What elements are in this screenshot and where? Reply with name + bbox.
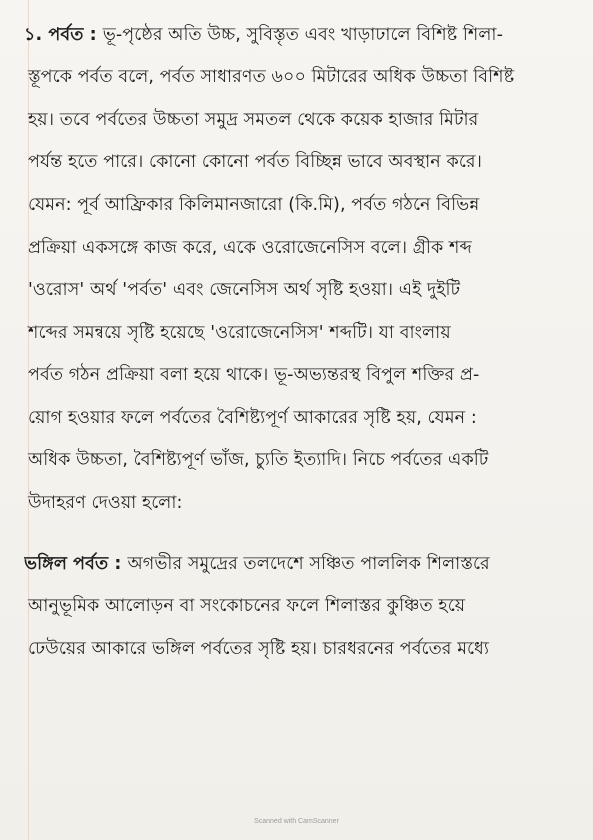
text-line-7: 'ওরোস' অর্থ 'পর্বত' এবং জেনেসিস অর্থ সৃষ্টি হওয়া। এই দুইটি xyxy=(28,280,461,301)
text-line-10: য়োগ হওয়ার ফলে পর্বতের বৈশিষ্ট্যপূর্ণ আকারের সৃষ্টি হয়, যেমন : xyxy=(28,407,477,428)
text-line-13 xyxy=(24,543,584,586)
text-line-4: পর্যন্ত হতে পারে। কোনো কোনো পর্বত বিচ্ছিন্ন ভাবে অবস্থান করে। xyxy=(28,152,482,173)
text-line-5: যেমন: পূর্ব আফ্রিকার কিলিমানজারো (কি.মি), পর্বত গঠনে বিভিন্ন xyxy=(28,194,480,215)
line-text: ভূ-পৃষ্ঠের অতি উচ্চ, সুবিস্তৃত এবং খাড়াঢালে বিশিষ্ট শিলা- xyxy=(102,24,503,45)
text-line-8: শব্দের সমন্বয়ে সৃষ্টি হয়েছে 'ওরোজেনেসিস' শব্দটি। যা বাংলায় xyxy=(28,322,451,343)
section-heading-fold-mountain: ভঙ্গিল পর্বত : xyxy=(24,553,122,574)
text-line-12: উদাহরণ দেওয়া হলো: xyxy=(28,493,183,514)
section-heading-mountain: ১. পর্বত : xyxy=(24,24,97,45)
scanner-watermark: Scanned with CamScanner xyxy=(254,818,339,825)
text-line-1 xyxy=(24,14,584,57)
text-line-2: স্তূপকে পর্বত বলে, পর্বত সাধারণত ৬০০ মিটারের অধিক উচ্চতা বিশিষ্ট xyxy=(28,67,515,88)
text-line-6: প্রক্রিয়া একসঙ্গে কাজ করে, একে ওরোজেনেসিস বলে। গ্রীক শব্দ xyxy=(28,237,472,258)
text-line-14: আনুভূমিক আলোড়ন বা সংকোচনের ফলে শিলাস্তর কুঞ্চিত হয়ে xyxy=(28,596,466,617)
text-line-9: পর্বত গঠন প্রক্রিয়া বলা হয়ে থাকে। ভূ-অভ্যন্তরস্থ বিপুল শক্তির প্র- xyxy=(28,365,480,386)
text-line-3: হয়। তবে পর্বতের উচ্চতা সমুদ্র সমতল থেকে কয়েক হাজার মিটার xyxy=(28,109,479,130)
text-line-15: ঢেউয়ের আকারে ভঙ্গিল পর্বতের সৃষ্টি হয়। চারধরনের পর্বতের মধ্যে xyxy=(28,638,490,659)
line-text: অগভীর সমুদ্রের তলদেশে সঞ্চিত পাললিক শিলাস্তরে xyxy=(127,553,490,574)
handwritten-text xyxy=(24,14,584,671)
text-line-11: অধিক উচ্চতা, বৈশিষ্ট্যপূর্ণ ভাঁজ, চ্যুতি ইত্যাদি। নিচে পর্বতের একটি xyxy=(28,450,489,471)
